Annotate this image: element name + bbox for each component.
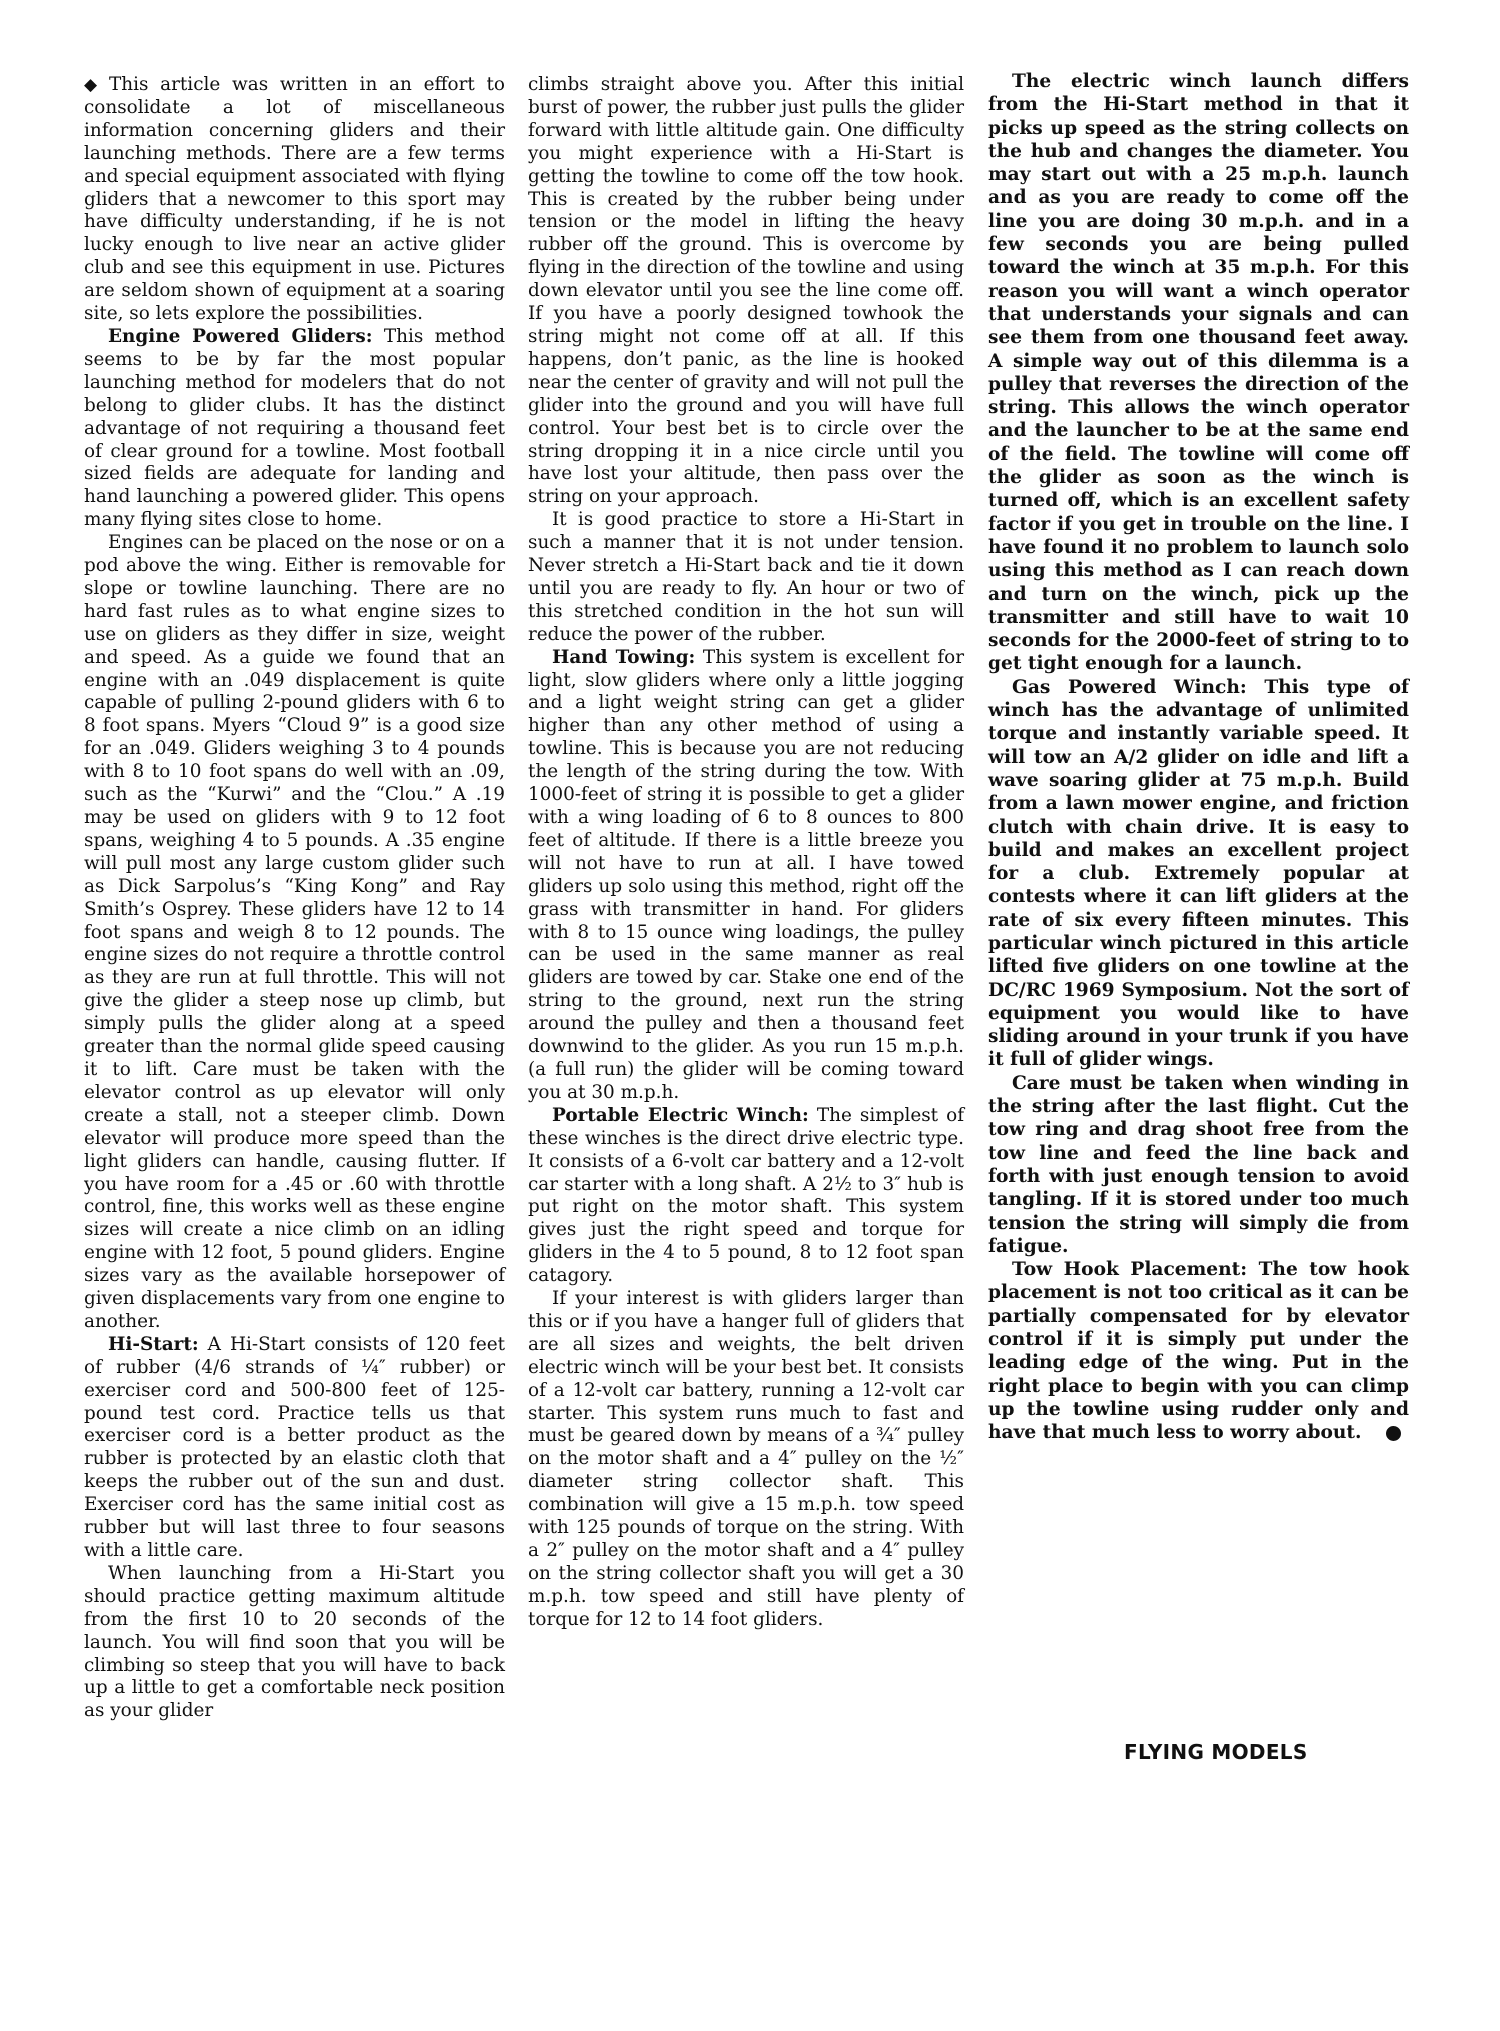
diamond-icon: ◆ bbox=[84, 75, 103, 95]
paragraph-hi-start-storage: It is good practice to store a Hi-Start in such a manner that it is not under tension. Never stretch a Hi-Start back and tie it down until you are ready to fly. An hour or two of this stretched condition in the hot sun will reduce the power of the rubber. bbox=[528, 509, 964, 645]
paragraph-hand-towing: Hand Towing: This system is excellent for light, slow gliders where only a little jogging and a light weight string can get a glider higher than any other method of using a towline. This is because you are not reducing the length of the string during the tow. With 1000-feet of string it is possible to get a glider with a wing loading of 6 to 8 ounces to 800 feet of altitude. If there is a little breeze you will not have to run at all. I have towed gliders up solo using this method, right off the grass with transmitter in hand. For gliders with 8 to 15 ounce wing loadings, the pulley can be used in the same manner as real gliders are towed by car. Stake one end of the string to the ground, next run the string around the pulley and then a thousand feet downwind to the glider. As you run 15 m.p.h. (a full run) the glider will be coming toward you at 30 m.p.h. bbox=[528, 646, 964, 1103]
bullet-icon bbox=[1386, 1426, 1401, 1441]
section-heading-hand-towing: Hand Towing: bbox=[552, 646, 696, 668]
paragraph-belt-driven-winch: If your interest is with gliders larger than this or if you have a hanger full of gliders that are all sizes and weights, the belt driven electric winch will be your best bet. It consists of a 12-volt car battery, running a 12-volt car starter. This system runs much to fast and must be geared down by means of a ¾″ pulley on the motor shaft and a 4″ pulley on the ½″ diameter string collector shaft. This combination will give a 15 m.p.h. tow speed with 125 pounds of torque on the string. With a 2″ pulley on the motor shaft and a 4″ pulley on the string collector shaft you will get a 30 m.p.h. tow speed and still have plenty of torque for 12 to 14 foot gliders. bbox=[528, 1288, 964, 1630]
article-column-2 bbox=[528, 74, 964, 1632]
paragraph-electric-winch-launch: The electric winch launch differs from the Hi-Start method in that it picks up speed as the string collects on the hub and changes the diameter. You may start out with a 25 m.p.h. launch and as you are ready to come off the line you are doing 30 m.p.h. and in a few seconds you are being pulled toward the winch at 35 m.p.h. For this reason you will want a winch operator that understands your signals and can see them from one thousand feet away. A simple way out of this dilemma is a pulley that reverses the direction of the string. This allows the winch operator and the launcher to be at the same end of the field. The towline will come off the glider as soon as the winch is turned off, which is an excellent safety factor if you get in trouble on the line. I have found it no problem to launch solo using this method as I can reach down and turn on the winch, pick up the transmitter and still have to wait 10 seconds for the 2000-feet of string to to get tight enough for a launch. bbox=[988, 71, 1409, 675]
article-column-1 bbox=[84, 74, 505, 1723]
paragraph-hi-start-launch: When launching from a Hi-Start you should practice getting maximum altitude from the first 10 to 20 seconds of the launch. You will find soon that you will be climbing so steep that you will have to back up a little to get a comfortable neck position as your glider bbox=[84, 1562, 505, 1722]
paragraph-engine-powered: Engine Powered Gliders: This method seems to be by far the most popular launching method for modelers that do not belong to glider clubs. It has the distinct advantage of not requiring a thousand feet of clear ground for a towline. Most football sized fields are adequate for landing and hand launching a powered glider. This opens many flying sites close to home. bbox=[84, 325, 505, 531]
magazine-footer: FLYING MODELS bbox=[1124, 1740, 1308, 1764]
paragraph-hi-start-continued: climbs straight above you. After this initial burst of power, the rubber just pulls the glider forward with little altitude gain. One difficulty you might experience with a Hi-Start is getting the towline to come off the tow hook. This is created by the rubber being under tension or the model in lifting the heavy rubber off the ground. This is overcome by flying in the direction of the towline and using down elevator until you see the line come off. If you have a poorly designed towhook the string might not come off at all. If this happens, don’t panic, as the line is hooked near the center of gravity and will not pull the glider into the ground and you will have full control. Your best bet is to circle over the string dropping it in a nice circle until you have lost your altitude, then pass over the string on your approach. bbox=[528, 74, 964, 508]
article-column-3 bbox=[988, 70, 1409, 1445]
section-heading-portable-electric-winch: Portable Electric Winch: bbox=[552, 1104, 809, 1126]
paragraph-intro: ◆ This article was written in an effort to consolidate a lot of miscellaneous information concerning gliders and their launching methods. There are a few terms and special equipment associated with flying gliders that a newcomer to this sport may have difficulty understanding, if he is not lucky enough to live near an active glider club and see this equipment in use. Pictures are seldom shown of equipment at a soaring site, so lets explore the possibilities. bbox=[84, 74, 505, 325]
paragraph-engine-sizes: Engines can be placed on the nose or on a pod above the wing. Either is removable for slope or towline launching. There are no hard fast rules as to what engine sizes to use on gliders as they differ in size, weight and speed. As a guide we found that an engine with an .049 displacement is quite capable of pulling 2-pound gliders with 6 to 8 foot spans. Myers “Cloud 9” is a good size for an .049. Gliders weighing 3 to 4 pounds with 8 to 10 foot spans do well with an .09, such as the “Kurwi” and the “Clou.” A .19 may be used on gliders with 9 to 12 foot spans, weighing 4 to 5 pounds. A .35 engine will pull most any large custom glider such as Dick Sarpolus’s “King Kong” and Ray Smith’s Osprey. These gliders have 12 to 14 foot spans and weigh 8 to 12 pounds. The engine sizes do not require a throttle control as they are run at full throttle. This will not give the glider a steep nose up climb, but simply pulls the glider along at a speed greater than the normal glide speed causing it to lift. Care must be taken with the elevator control as up elevator will only create a stall, not a steeper climb. Down elevator will produce more speed than the light gliders can handle, causing flutter. If you have room for a .45 or .60 with throttle control, fine, this works well as these engine sizes will create a nice climb on an idling engine with 12 foot, 5 pound gliders. Engine sizes vary as the available horsepower of given displacements vary from one engine to another. bbox=[84, 532, 505, 1332]
paragraph-tow-hook: Tow Hook Placement: The tow hook placement is not too critical as it can be partially compensated for by elevator control if it is simply put under the leading edge of the wing. Put in the right place to begin with you can climp up the towline using rudder only and have that much less to worry about. bbox=[988, 1259, 1409, 1444]
section-heading-hi-start: Hi-Start: bbox=[108, 1333, 199, 1355]
paragraph-gas-winch: Gas Powered Winch: This type of winch has the advantage of unlimited torque and instantly variable speed. It will tow an A/2 glider on idle and lift a wave soaring glider at 75 m.p.h. Build from a lawn mower engine, and friction clutch with chain drive. It is easy to build and makes an excellent project for a club. Extremely popular at contests where it can lift gliders at the rate of six every fifteen minutes. This particular winch pictured in this article lifted five gliders on one towline at the DC/RC 1969 Symposium. Not the sort of equipment you would like to have sliding around in your trunk if you have it full of glider wings. bbox=[988, 676, 1409, 1071]
section-heading-engine-powered-gliders: Engine Powered Gliders: bbox=[108, 325, 373, 347]
section-heading-tow-hook-placement: Tow Hook Placement: bbox=[1012, 1259, 1248, 1281]
paragraph-hi-start: Hi-Start: A Hi-Start consists of 120 feet of rubber (4/6 strands of ¼″ rubber) or exerciser cord and 500-800 feet of 125-pound test cord. Practice tells us that exerciser cord is a better product as the rubber is protected by an elastic cloth that keeps the rubber out of the sun and dust. Exerciser cord has the same initial cost as rubber but will last three to four seasons with a little care. bbox=[84, 1333, 505, 1561]
section-heading-gas-powered-winch: Gas Powered Winch: bbox=[1012, 676, 1247, 698]
paragraph-winding-care: Care must be taken when winding in the string after the last flight. Cut the tow ring and drag shoot free from the tow line and feed the line back and forth with just enough tension to avoid tangling. If it is stored under too much tension the string will simply die from fatigue. bbox=[988, 1072, 1409, 1257]
paragraph-portable-winch: Portable Electric Winch: The simplest of these winches is the direct drive electric type. It consists of a 6-volt car battery and a 12-volt car starter with a long shaft. A 2½ to 3″ hub is put right on the motor shaft. This system gives just the right speed and torque for gliders in the 4 to 5 pound, 8 to 12 foot span catagory. bbox=[528, 1104, 964, 1287]
